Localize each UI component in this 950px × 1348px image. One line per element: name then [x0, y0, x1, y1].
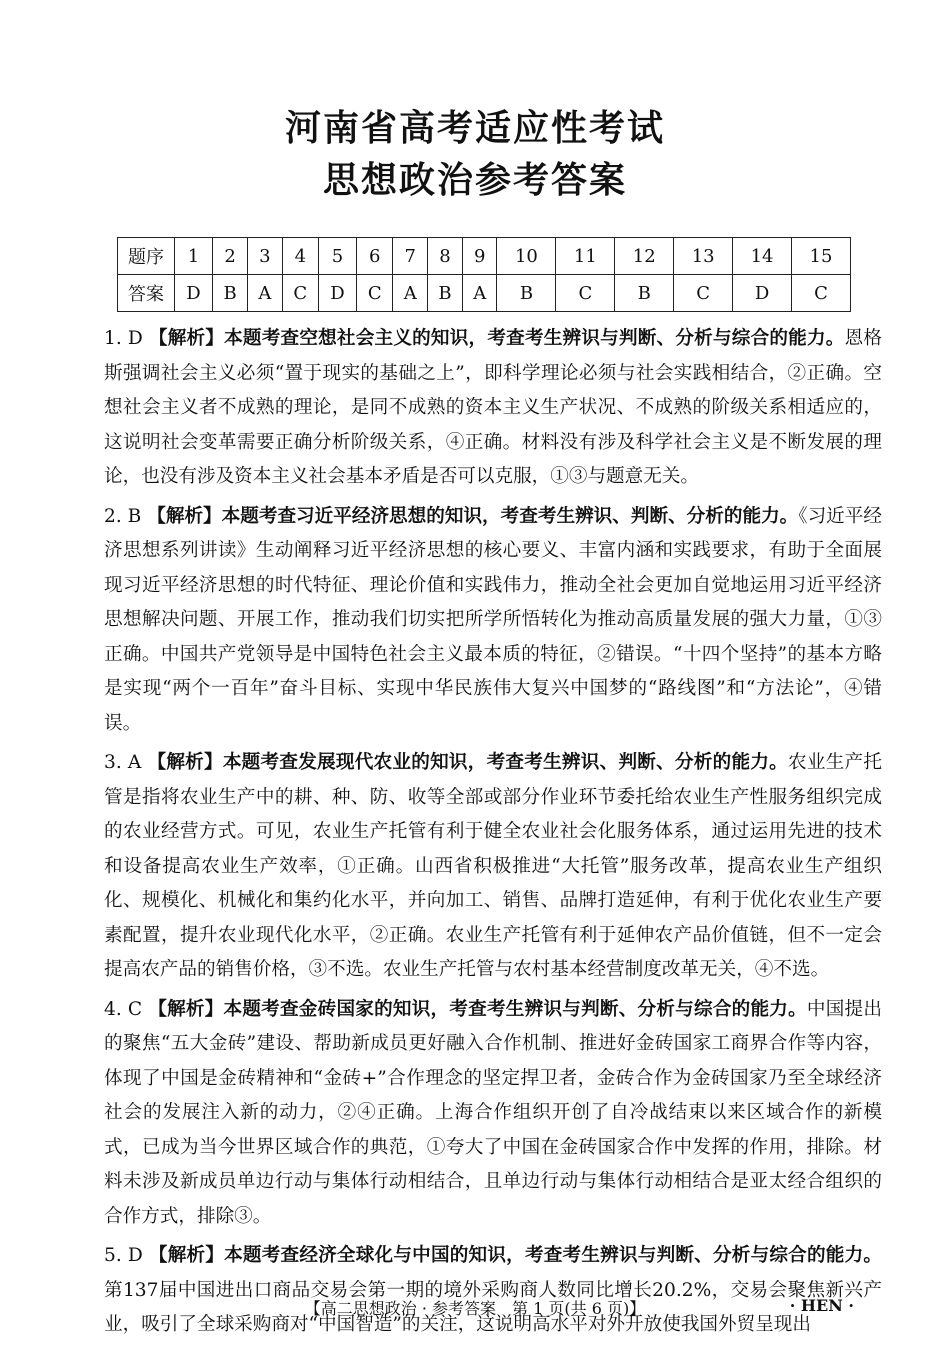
item-lead: 【解析】本题考查发展现代农业的知识，考查考生辨识、判断、分析的能力。: [147, 752, 789, 773]
table-cell: 13: [674, 238, 733, 275]
footer-code: · HEN ·: [789, 1296, 854, 1315]
table-cell: 4: [282, 238, 318, 275]
item-lead: 【解析】本题考查空想社会主义的知识，考查考生辨识与判断、分析与综合的能力。: [148, 328, 845, 349]
table-cell: 7: [393, 238, 427, 275]
explanation-item: [104, 1239, 882, 1343]
item-body: 中国提出的聚焦“五大金砖”建设、帮助新成员更好融入合作机制、推进好金砖国家工商界合作等内容，体现了中国是金砖精神和“金砖+”合作理念的坚定捍卫者，金砖合作为金砖国家乃至全球经济社会的发展注入新的动力，②④正确。上海合作组织开创了自冷战结束以来区域合作的新模式，已成为当今世界区域合作的典范，①夸大了中国在金砖国家合作中发挥的作用，排除。材料未涉及新成员单边行动与集体行动相结合，且单边行动与集体行动相结合是亚太经合组织的合作方式，排除③。: [104, 998, 882, 1227]
table-cell: B: [427, 275, 462, 312]
item-lead: 【解析】本题考查经济全球化与中国的知识，考查考生辨识与判断、分析与综合的能力。: [148, 1245, 882, 1266]
explanation-item: [104, 746, 882, 988]
explanations: [104, 322, 882, 1348]
item-number: 3. A: [104, 752, 142, 773]
item-number: 2. B: [104, 505, 142, 527]
table-cell: 2: [213, 238, 248, 275]
table-row-answers: [118, 275, 851, 312]
table-cell: 9: [463, 238, 497, 275]
table-cell: 8: [427, 238, 462, 275]
table-cell: 6: [357, 238, 393, 275]
table-cell: D: [319, 275, 357, 312]
item-body: 农业生产托管是指将农业生产中的耕、种、防、收等全部或部分作业环节委托给农业生产性服务组织完成的农业经营方式。可见，农业生产托管有利于健全农业社会化服务体系，通过运用先进的技术和设备提高农业生产效率，①正确。山西省积极推进“大托管”服务改革，提高农业生产组织化、规模化、机械化和集约化水平，并向加工、销售、品牌打造延伸，有利于优化农业生产要素配置，提升农业现代化水平，②正确。农业生产托管有利于延伸农产品价值链，但不一定会提高农产品的销售价格，③不选。农业生产托管与农村基本经营制度改革无关，④不选。: [104, 752, 882, 980]
footer-page-info: 【高二思想政治 · 参考答案 第 1 页(共 6 页)】: [304, 1299, 646, 1318]
item-body: 《习近平经济思想系列讲读》生动阐释习近平经济思想的核心要义、丰富内涵和实践要求，有助于全面展现习近平经济思想的时代特征、理论价值和实践伟力，推动全社会更加自觉地运用习近平经济思想解决问题、开展工作，推动我们切实把所学所悟转化为推动高质量发展的强大力量，①③正确。中国共产党领导是中国特色社会主义最本质的特征，②错误。“十四个坚持”的基本方略是实现“两个一百年”奋斗目标、实现中华民族伟大复兴中国梦的“路线图”和“方法论”，④错误。: [104, 505, 882, 734]
item-number: 5. D: [104, 1245, 143, 1266]
explanation-item: [104, 500, 882, 742]
table-header-cell: 题序: [118, 238, 175, 275]
table-cell: B: [213, 275, 248, 312]
explanation-item: [104, 322, 882, 495]
table-cell: B: [615, 275, 674, 312]
table-cell: 1: [175, 238, 213, 275]
item-lead: 【解析】本题考查习近平经济思想的知识，考查考生辨识、判断、分析的能力。: [147, 505, 799, 527]
table-cell: C: [674, 275, 733, 312]
table-cell: 5: [319, 238, 357, 275]
answer-table: [117, 237, 851, 312]
item-body: 恩格斯强调社会主义必须“置于现实的基础之上”，即科学理论必须与社会实践相结合，②正确。空想社会主义者不成熟的理论，是同不成熟的资本主义生产状况、不成熟的阶级关系相适应的，这说明社会变革需要正确分析阶级关系，④正确。材料没有涉及科学社会主义是不断发展的理论，也没有涉及资本主义社会基本矛盾是否可以克服，①③与题意无关。: [104, 328, 882, 487]
table-cell: A: [248, 275, 282, 312]
table-cell: B: [497, 275, 556, 312]
table-cell: A: [393, 275, 427, 312]
item-body: 第137届中国进出口商品交易会第一期的境外采购商人数同比增长20.2%，交易会聚焦新兴产业，吸引了全球采购商对“中国智造”的关注，这说明高水平对外开放使我国外贸呈现出: [104, 1279, 882, 1335]
table-cell: D: [175, 275, 213, 312]
table-cell: 3: [248, 238, 282, 275]
table-cell: 12: [615, 238, 674, 275]
item-number: 1. D: [104, 328, 143, 349]
item-number: 4. C: [104, 998, 143, 1020]
table-cell: D: [733, 275, 792, 312]
table-cell: 14: [733, 238, 792, 275]
explanation-item: [104, 993, 882, 1235]
table-row-numbers: [118, 238, 851, 275]
page-title: 河南省高考适应性考试: [284, 108, 665, 149]
table-cell: C: [792, 275, 851, 312]
item-lead: 【解析】本题考查金砖国家的知识，考查考生辨识与判断、分析与综合的能力。: [148, 998, 807, 1020]
table-cell: C: [357, 275, 393, 312]
table-cell: A: [463, 275, 497, 312]
table-cell: 10: [497, 238, 556, 275]
table-header-cell: 答案: [118, 275, 175, 312]
table-cell: C: [556, 275, 615, 312]
page-subtitle: 思想政治参考答案: [322, 160, 627, 201]
table-cell: C: [282, 275, 318, 312]
table-cell: 15: [792, 238, 851, 275]
table-cell: 11: [556, 238, 615, 275]
